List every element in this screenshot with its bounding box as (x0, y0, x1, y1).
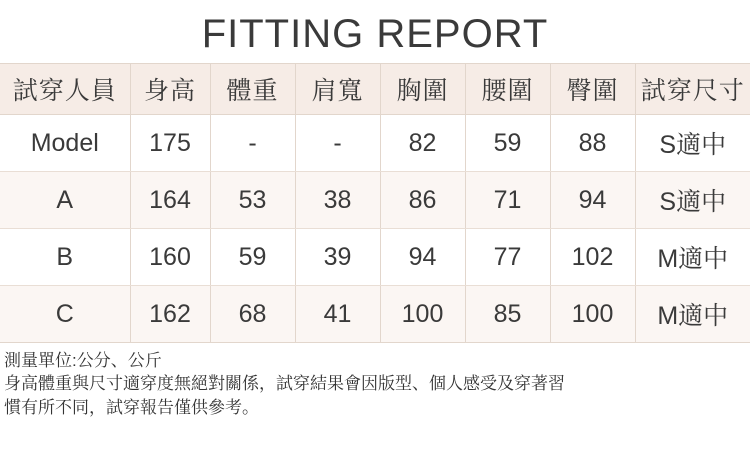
column-header-size: 試穿尺寸 (635, 64, 750, 115)
column-header-hip: 臀圍 (550, 64, 635, 115)
cell-waist: 77 (465, 229, 550, 286)
cell-weight: - (210, 115, 295, 172)
cell-shoulder: 38 (295, 172, 380, 229)
table-row (0, 115, 750, 172)
table-body (0, 115, 750, 343)
cell-hip: 94 (550, 172, 635, 229)
cell-height: 160 (130, 229, 210, 286)
cell-height: 162 (130, 286, 210, 343)
cell-shoulder: - (295, 115, 380, 172)
cell-hip: 88 (550, 115, 635, 172)
table-header-row (0, 64, 750, 115)
cell-waist: 85 (465, 286, 550, 343)
cell-height: 175 (130, 115, 210, 172)
column-header-waist: 腰圍 (465, 64, 550, 115)
cell-waist: 71 (465, 172, 550, 229)
measurement-notes (0, 343, 750, 419)
column-header-weight: 體重 (210, 64, 295, 115)
cell-size: M適中 (635, 229, 750, 286)
cell-size: S適中 (635, 172, 750, 229)
cell-weight: 68 (210, 286, 295, 343)
cell-shoulder: 41 (295, 286, 380, 343)
cell-height: 164 (130, 172, 210, 229)
cell-bust: 94 (380, 229, 465, 286)
note-line-disclaimer-2: 慣有所不同，試穿報告僅供參考。 (4, 397, 259, 417)
cell-bust: 100 (380, 286, 465, 343)
cell-person: Model (0, 115, 130, 172)
table-row (0, 229, 750, 286)
column-header-shoulder: 肩寬 (295, 64, 380, 115)
cell-shoulder: 39 (295, 229, 380, 286)
column-header-height: 身高 (130, 64, 210, 115)
note-line-disclaimer-1: 身高體重與尺寸適穿度無絕對關係，試穿結果會因版型、個人感受及穿著習 (4, 374, 565, 394)
cell-bust: 82 (380, 115, 465, 172)
column-header-bust: 胸圍 (380, 64, 465, 115)
cell-bust: 86 (380, 172, 465, 229)
cell-hip: 102 (550, 229, 635, 286)
cell-waist: 59 (465, 115, 550, 172)
table-row (0, 286, 750, 343)
cell-hip: 100 (550, 286, 635, 343)
column-header-person: 試穿人員 (0, 64, 130, 115)
cell-weight: 53 (210, 172, 295, 229)
table-header (0, 64, 750, 115)
cell-person: A (0, 172, 130, 229)
fitting-report-table (0, 63, 750, 343)
cell-size: S適中 (635, 115, 750, 172)
cell-person: B (0, 229, 130, 286)
cell-weight: 59 (210, 229, 295, 286)
cell-person: C (0, 286, 130, 343)
cell-size: M適中 (635, 286, 750, 343)
table-row (0, 172, 750, 229)
page-title: FITTING REPORT (201, 12, 549, 56)
note-line-units: 測量單位:公分、公斤 (4, 351, 162, 370)
